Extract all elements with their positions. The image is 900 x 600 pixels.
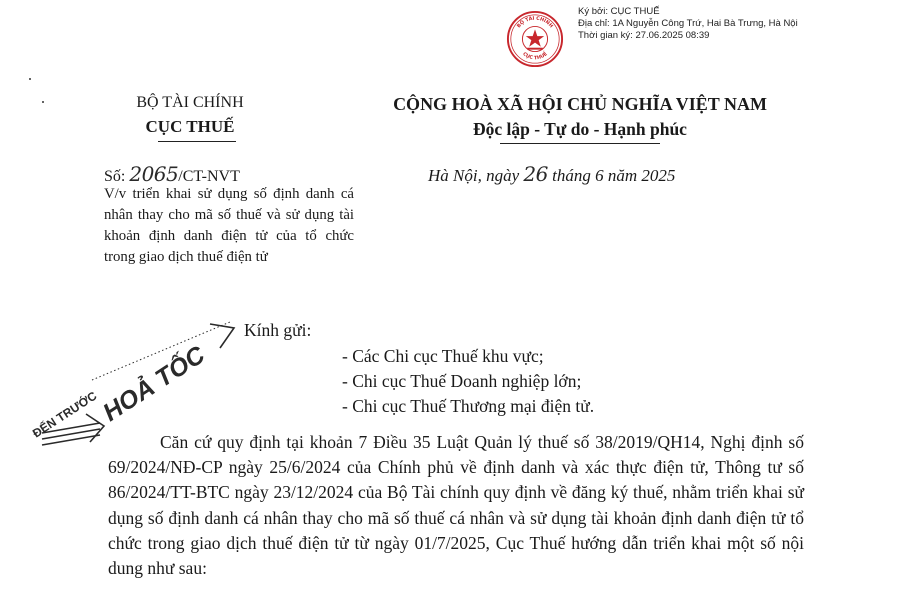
date-suffix: tháng 6 năm 2025 [552, 166, 676, 185]
recipient-item: - Các Chi cục Thuế khu vực; [342, 346, 544, 366]
signature-address: Địa chỉ: 1A Nguyễn Công Trứ, Hai Bà Trưng, Hà Nội [578, 18, 798, 29]
svg-text:CỤC THUẾ [521, 49, 549, 61]
document-number-prefix: Số: [104, 168, 126, 185]
ministry-name: BỘ TÀI CHÍNH [136, 94, 244, 111]
signature-signer: Ký bởi: CỤC THUẾ [578, 6, 660, 17]
date-prefix: Hà Nội, ngày [428, 166, 520, 185]
recipient-item: - Chi cục Thuế Doanh nghiệp lớn; [342, 371, 582, 391]
recipient-item: - Chi cục Thuế Thương mại điện tử. [342, 396, 595, 416]
document-number-suffix: /CT-NVT [178, 168, 240, 185]
svg-text:BỘ TÀI CHÍNH [516, 15, 554, 29]
digital-signature-info [578, 6, 798, 42]
stamp-label: ĐẾN TRƯỚC [30, 388, 100, 441]
country-name: CỘNG HOÀ XÃ HỘI CHỦ NGHĨA VIỆT NAM [393, 94, 767, 114]
agency-underline [158, 141, 236, 142]
document-number [104, 162, 240, 186]
scan-speck [29, 78, 31, 80]
national-motto: Độc lập - Tự do - Hạnh phúc [473, 119, 687, 139]
document-number-handwritten: 2065 [129, 162, 179, 186]
document-date [428, 162, 675, 186]
recipient-greeting: Kính gửi: [244, 320, 312, 340]
scan-speck [42, 101, 44, 103]
agency-name: CỤC THUẾ [145, 117, 235, 136]
document-subject: V/v triển khai sử dụng số định danh cá nhân thay cho mã số thuế và sử dụng tài khoản định danh điện tử của tổ chức trong giao dịch thuế điện tử [104, 186, 354, 265]
stamp-main-text: HOẢ TỐC [98, 340, 210, 428]
date-day-handwritten: 26 [523, 162, 548, 186]
seal-bottom-text: CỤC THUẾ [521, 51, 549, 62]
seal-top-text: BỘ TÀI CHÍNH [516, 16, 554, 30]
official-seal-icon [506, 10, 564, 68]
body-paragraph: Căn cứ quy định tại khoản 7 Điều 35 Luật Quản lý thuế số 38/2019/QH14, Nghị định số 69/2024/NĐ-CP ngày 25/6/2024 của Chính phủ về định danh và xác thực điện tử, Thông tư số 86/2024/TT-BTC ngày 23/12/2024 của Bộ Tài chính quy định về đăng ký thuế, nhằm triển khai sử dụng số định danh cá nhân thay cho mã số thuế cá nhân và sử dụng tài khoản định danh điện tử tổ chức trong giao dịch thuế điện tử từ ngày 01/7/2025, Cục Thuế hướng dẫn triển khai một số nội dung như sau: [108, 432, 804, 579]
signature-time: Thời gian ký: 27.06.2025 08:39 [578, 30, 710, 41]
motto-underline [500, 143, 660, 144]
